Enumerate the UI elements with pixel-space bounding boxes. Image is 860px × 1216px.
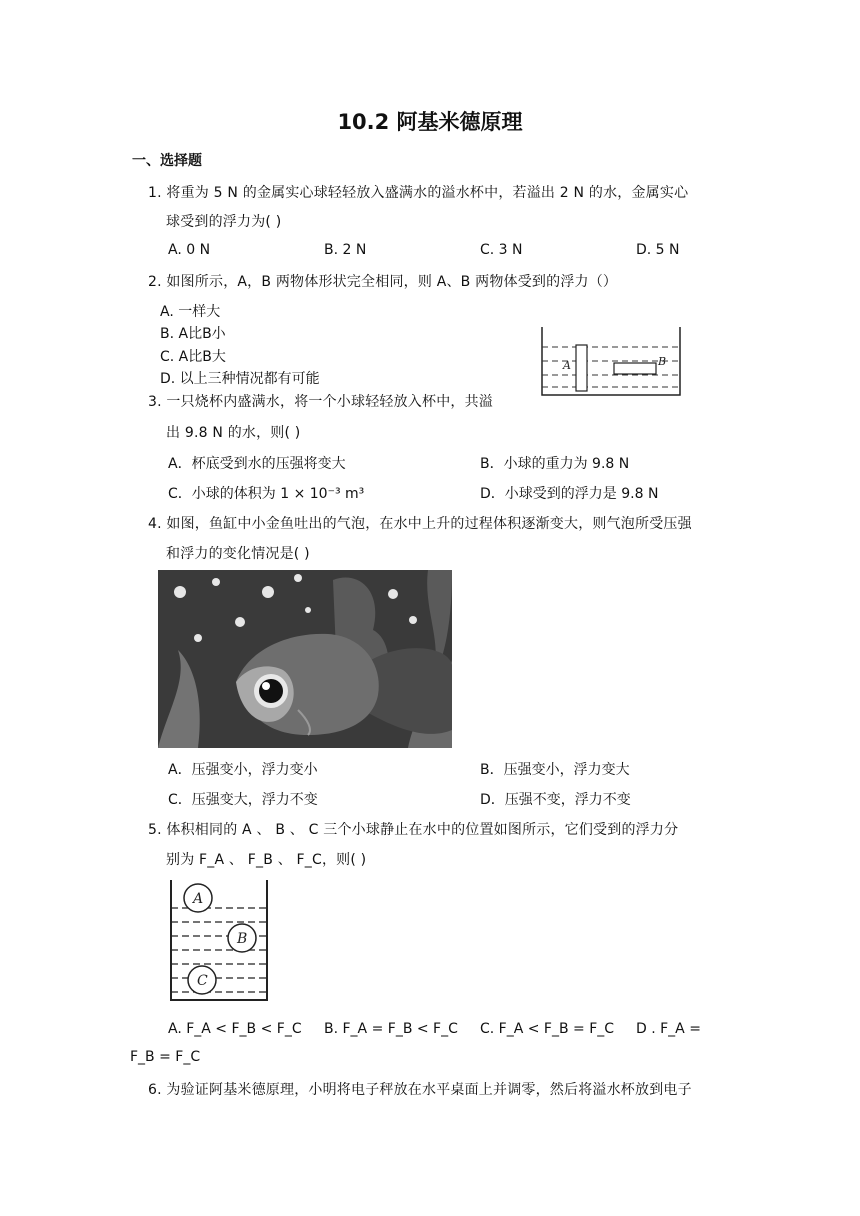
q3-line1: 3. 一只烧杯内盛满水，将一个小球轻轻放入杯中，共溢 <box>148 394 494 410</box>
q5-option-c: C. F_A < F_B = F_C <box>480 1021 615 1037</box>
q5-option-a: A. F_A < F_B < F_C <box>168 1021 302 1037</box>
label-ball-b: B <box>237 931 248 947</box>
label-b: B <box>658 355 667 368</box>
label-ball-a: A <box>193 891 204 907</box>
q4-option-b: B．压强变小，浮力变大 <box>480 762 630 778</box>
q1-line1: 1. 将重为 5 N 的金属实心球轻轻放入盛满水的溢水杯中，若溢出 2 N 的水，金属实心 <box>148 185 689 201</box>
q4-option-d: D．压强不变，浮力不变 <box>480 792 631 808</box>
q3-option-d: D．小球受到的浮力是 9.8 N <box>480 486 659 502</box>
block-a <box>576 345 587 391</box>
goldfish-photo <box>158 570 452 748</box>
q1-line2: 球受到的浮力为( ) <box>166 214 282 230</box>
q1-option-b: B. 2 N <box>324 242 367 258</box>
q3-line2: 出 9.8 N 的水，则( ) <box>166 425 301 441</box>
q3-option-b: B．小球的重力为 9.8 N <box>480 456 630 472</box>
q1-option-d: D. 5 N <box>636 242 680 258</box>
q2-option-c: C. A比B大 <box>160 349 226 365</box>
q4-line2: 和浮力的变化情况是( ) <box>166 546 310 562</box>
q4-option-c: C．压强变大，浮力不变 <box>168 792 318 808</box>
q2-line1: 2. 如图所示，A，B 两物体形状完全相同，则 A、B 两物体受到的浮力（） <box>148 274 618 290</box>
q2-option-b: B. A比B小 <box>160 326 226 342</box>
q5-option-d: D . F_A = <box>636 1021 701 1037</box>
q6-line1: 6. 为验证阿基米德原理，小明将电子秤放在水平桌面上并调零，然后将溢水杯放到电子 <box>148 1082 692 1098</box>
q2-option-a: A. 一样大 <box>160 304 221 320</box>
q3-option-c: C．小球的体积为 1 × 10⁻³ m³ <box>168 486 365 502</box>
q2-option-d: D. 以上三种情况都有可能 <box>160 371 320 387</box>
label-a: A <box>563 359 571 372</box>
q4-line1: 4. 如图，鱼缸中小金鱼吐出的气泡，在水中上升的过程体积逐渐变大，则气泡所受压强 <box>148 516 692 532</box>
q5-line2: 别为 F_A 、 F_B 、 F_C，则( ) <box>166 852 367 868</box>
section-heading: 一、选择题 <box>132 153 202 169</box>
q5-figure-container <box>166 878 272 1004</box>
q5-option-b: B. F_A = F_B < F_C <box>324 1021 458 1037</box>
label-ball-c: C <box>197 973 208 989</box>
q2-figure-container <box>538 325 684 397</box>
q1-option-c: C. 3 N <box>480 242 523 258</box>
q5-line1: 5. 体积相同的 A 、 B 、 C 三个小球静止在水中的位置如图所示，它们受到的浮力分 <box>148 822 679 838</box>
q5-option-d-cont: F_B = F_C <box>130 1049 201 1065</box>
block-b <box>614 363 656 374</box>
q3-option-a: A．杯底受到水的压强将变大 <box>168 456 346 472</box>
q4-option-a: A．压强变小，浮力变小 <box>168 762 318 778</box>
q1-option-a: A. 0 N <box>168 242 211 258</box>
page-title: 10.2 阿基米德原理 <box>337 110 523 134</box>
